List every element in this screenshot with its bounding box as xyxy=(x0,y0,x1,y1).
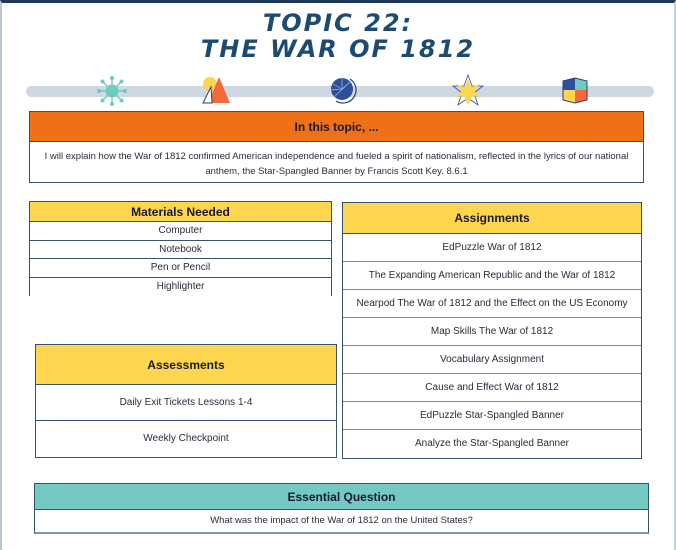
assignment-link[interactable]: Analyze the Star-Spangled Banner xyxy=(343,430,641,458)
globe-icon xyxy=(328,75,358,105)
materials-header: Materials Needed xyxy=(30,202,331,222)
assignment-link[interactable]: The Expanding American Republic and the War of 1812 xyxy=(343,262,641,290)
material-item: Notebook xyxy=(30,241,331,260)
assignments-header: Assignments xyxy=(343,203,641,234)
assessments-header: Assessments xyxy=(36,345,336,385)
material-item: Computer xyxy=(30,222,331,241)
essential-question-header: Essential Question xyxy=(35,484,648,510)
assessment-link[interactable]: Weekly Checkpoint xyxy=(36,421,336,457)
essential-question-text: What was the impact of the War of 1812 on the United States? xyxy=(35,510,648,532)
assignment-link[interactable]: EdPuzzle Star-Spangled Banner xyxy=(343,402,641,430)
intro-header: In this topic, ... xyxy=(30,112,643,142)
assignments-table xyxy=(342,202,642,459)
material-item: Pen or Pencil xyxy=(30,259,331,278)
star-burst-icon xyxy=(451,73,485,109)
essential-question-section xyxy=(34,483,649,534)
page-title-line-2: THE WAR OF 1812 xyxy=(200,35,476,63)
intro-section xyxy=(29,111,644,183)
assignment-link[interactable]: EdPuzzle War of 1812 xyxy=(343,234,641,262)
page-title-line-1: TOPIC 22: xyxy=(262,9,414,37)
assignment-link[interactable]: Vocabulary Assignment xyxy=(343,346,641,374)
assessments-table xyxy=(35,344,337,458)
virus-molecule-icon xyxy=(96,75,128,107)
assignment-link[interactable]: Cause and Effect War of 1812 xyxy=(343,374,641,402)
assignment-link[interactable]: Nearpod The War of 1812 and the Effect on the US Economy xyxy=(343,290,641,318)
assessment-link[interactable]: Daily Exit Tickets Lessons 1-4 xyxy=(36,385,336,421)
material-item: Highlighter xyxy=(30,278,331,297)
materials-table xyxy=(29,201,332,296)
intro-text: I will explain how the War of 1812 confirmed American independence and fueled a spirit of nationalism, reflected in the lyrics of our national anthem, the Star-Spangled Banner by Francis Scott Key. 8.6.1 xyxy=(30,142,643,179)
shield-quadrant-icon xyxy=(561,76,589,105)
assignment-link[interactable]: Map Skills The War of 1812 xyxy=(343,318,641,346)
mountain-sun-icon xyxy=(200,74,232,106)
